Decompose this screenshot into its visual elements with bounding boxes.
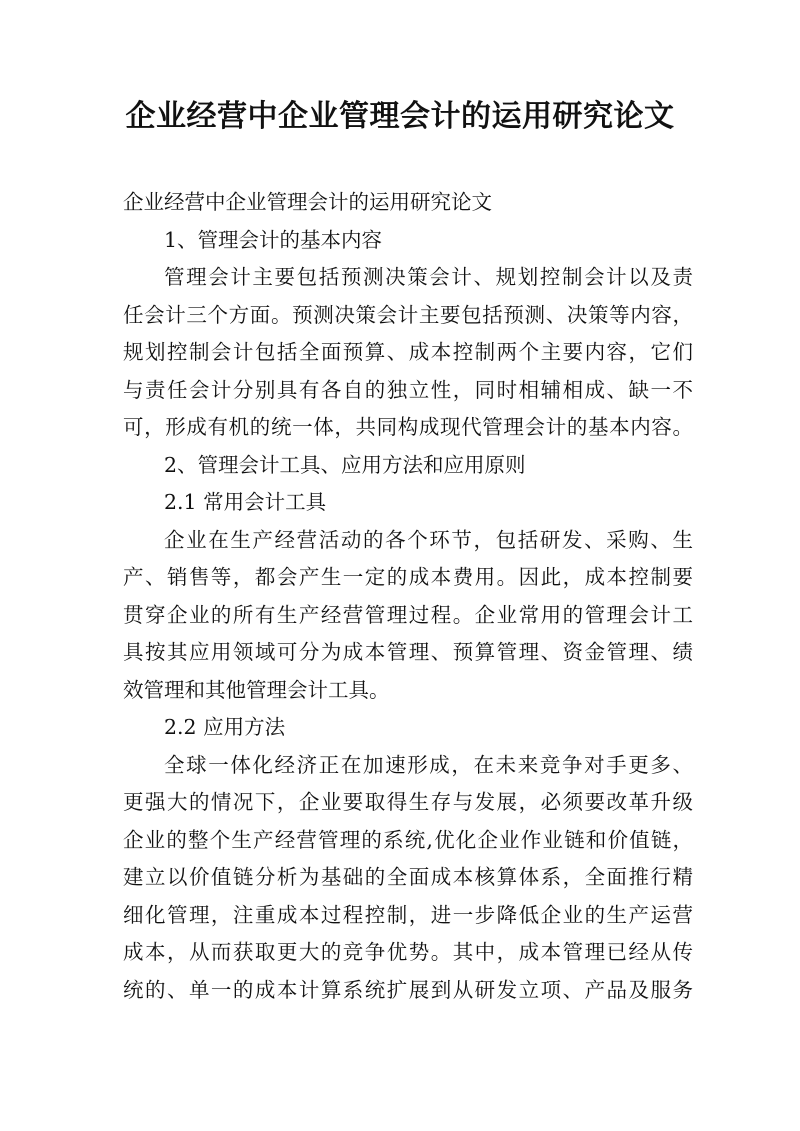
paragraph-line: 产、销售等，都会产生一定的成本费用。因此，成本控制要 [123, 565, 693, 589]
paragraph-line: 企业在生产经营活动的各个环节，包括研发、采购、生 [164, 527, 693, 552]
paragraph-line: 细化管理，注重成本过程控制，进一步降低企业的生产运营 [123, 902, 693, 927]
paragraph-line: 管理会计主要包括预测决策会计、规划控制会计以及责 [164, 265, 693, 289]
document-title: 企业经营中企业管理会计的运用研究论文 [125, 99, 675, 134]
document-body [123, 184, 693, 1009]
paragraph-line: 与责任会计分别具有各自的独立性，同时相辅相成、缺一不 [123, 377, 693, 402]
paragraph-line: 规划控制会计包括全面预算、成本控制两个主要内容，它们 [123, 340, 693, 364]
paragraph-line: 统的、单一的成本计算系统扩展到从研发立项、产品及服务 [123, 977, 693, 1002]
subsection-heading: 2.2 应用方法 [164, 715, 286, 739]
paragraph-line: 效管理和其他管理会计工具。 [123, 677, 390, 702]
paragraph-line: 任会计三个方面。预测决策会计主要包括预测、决策等内容， [123, 302, 693, 327]
paragraph-line: 具按其应用领域可分为成本管理、预算管理、资金管理、绩 [123, 640, 693, 664]
paragraph-line: 成本，从而获取更大的竞争优势。其中，成本管理已经从传 [123, 940, 693, 964]
subsection-heading: 2.1 常用会计工具 [164, 490, 327, 514]
paragraph-line: 建立以价值链分析为基础的全面成本核算体系，全面推行精 [123, 865, 693, 889]
section-heading: 1、管理会计的基本内容 [164, 227, 383, 252]
paragraph-line: 贯穿企业的所有生产经营管理过程。企业常用的管理会计工 [123, 602, 693, 627]
section-heading: 2、管理会计工具、应用方法和应用原则 [164, 452, 526, 477]
paragraph-line: 更强大的情况下，企业要取得生存与发展，必须要改革升级 [123, 790, 693, 814]
paragraph-line: 企业经营中企业管理会计的运用研究论文 [123, 190, 492, 214]
paragraph-line: 企业的整个生产经营管理的系统,优化企业作业链和价值链， [123, 827, 693, 852]
paragraph-line: 可，形成有机的统一体，共同构成现代管理会计的基本内容。 [123, 415, 693, 439]
paragraph-line: 全球一体化经济正在加速形成，在未来竞争对手更多、 [164, 752, 693, 777]
